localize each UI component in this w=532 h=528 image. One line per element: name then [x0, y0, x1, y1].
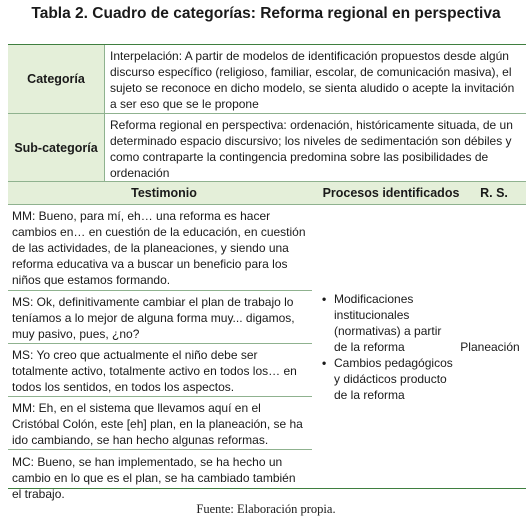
proceso-text: Cambios pedagógicos y didácticos producto de la reforma: [334, 355, 453, 402]
testimonio-item: MS: Ok, definitivamente cambiar el plan de trabajo lo teníamos a lo mejor de alguna forma muy... digamos, muy pasivo, pues, ¿no?: [8, 291, 312, 344]
testimonio-item: MC: Bueno, se han implementado, se ha hecho un cambio en lo que es el plan, se ha cambiado también el trabajo.: [12, 455, 296, 501]
source-footer: Fuente: Elaboración propia.: [196, 502, 336, 516]
testimonio-item: MM: Eh, en el sistema que llevamos aquí en el Cristóbal Colón, este [eh] plan, en la planeación, se ha ido cambiando, se han hecho algunas reformas.: [8, 397, 312, 450]
column-header-rs: R. S.: [480, 186, 508, 200]
column-header-row: [8, 182, 526, 205]
table-title: Tabla 2. Cuadro de categorías: Reforma regional en perspectiva: [31, 5, 501, 22]
testimonios-column: [8, 205, 312, 501]
categoria-row: [8, 45, 526, 114]
categoria-label: Categoría: [8, 45, 105, 113]
proceso-item: [322, 291, 454, 355]
proceso-text: Modificaciones institucionales (normativas) a partir de la reforma: [334, 291, 442, 354]
table-body: [8, 205, 526, 501]
column-header-procesos: Procesos identificados: [322, 186, 460, 200]
category-table: [8, 44, 526, 501]
subcategoria-text: Reforma regional en perspectiva: ordenación, históricamente situada, de un determinado espacio discursivo; los niveles de sedimentación son débiles y como contraparte la contingencia predomina sobre las posibilidades de ordenación: [110, 118, 513, 180]
bullet-icon: •: [322, 291, 327, 306]
subcategoria-label: Sub-categoría: [8, 114, 105, 181]
proceso-item: [322, 355, 454, 403]
procesos-column: [312, 205, 454, 488]
categoria-text: Interpelación: A partir de modelos de identificación propuestos desde algún discurso específico (religioso, familiar, escolar, de comunicación masiva), el sujeto se reconoce en dicho modelo, se sienta aludido o acepte la invitación a ser eso que se le propone: [110, 49, 515, 111]
column-header-testimonio: Testimonio: [131, 186, 197, 200]
rs-value: Planeación: [460, 339, 520, 354]
bullet-icon: •: [322, 355, 327, 370]
subcategoria-row: [8, 114, 526, 182]
testimonio-item: MM: Bueno, para mí, eh… una reforma es hacer cambios en… en cuestión de la educación, en cuestión de las actividades, de la planeaciones, y siendo una reforma educativa va a buscar un beneficio para los niños que estamos formando.: [8, 205, 312, 291]
testimonio-item: MS: Yo creo que actualmente el niño debe ser totalmente activo, totalmente activo en todos los… en todos los sentidos, en todos los aspectos.: [8, 344, 312, 397]
